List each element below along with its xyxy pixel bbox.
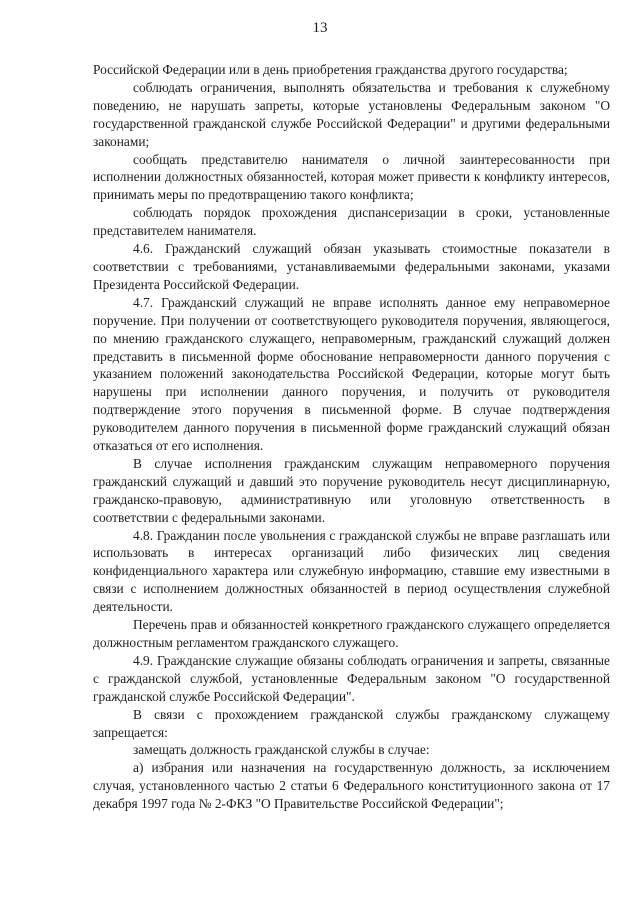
paragraph: 4.9. Гражданские служащие обязаны соблюдать ограничения и запреты, связанные с гражданской службой, установленные Федеральным законом "О государственной гражданской службе Российской Федерации". — [93, 652, 610, 704]
document-body — [93, 61, 610, 813]
paragraph: Российской Федерации или в день приобретения гражданства другого государства; — [93, 62, 568, 77]
paragraph: замещать должность гражданской службы в случае: — [133, 742, 430, 758]
paragraph: соблюдать порядок прохождения диспансеризации в сроки, установленные представителем нанимателя. — [93, 205, 610, 239]
paragraph: а) избрания или назначения на государственную должность, за исключением случая, установленного частью 2 статьи 6 Федерального конституционного закона от 17 декабря 1997 года № 2-ФКЗ "О Правительстве Российской Федерации"; — [93, 760, 610, 812]
paragraph: 4.7. Гражданский служащий не вправе исполнять данное ему неправомерное поручение. При получении от соответствующего руководителя поручения, являющегося, по мнению гражданского служащего, неправомерным, гражданский служащий должен представить в письменной форме обоснование неправомерности данного поручения с указанием положений законодательства Российской Федерации, которые могут быть нарушены при исполнении данного поручения, и получить от руководителя подтверждение этого поручения в письменной форме. В случае подтверждения руководителем данного поручения в письменной форме гражданский служащий обязан отказаться от его исполнения. — [93, 294, 610, 454]
paragraph: соблюдать ограничения, выполнять обязательства и требования к служебному поведению, не нарушать запреты, которые установлены Федеральным законом "О государственной гражданской службе Российской Федерации" и другими федеральными законами; — [93, 79, 610, 149]
page-number: 13 — [312, 20, 328, 36]
paragraph: 4.8. Гражданин после увольнения с гражданской службы не вправе разглашать или использовать в интересах организаций либо физических лиц сведения конфиденциального характера или служебную информацию, ставшие ему известными в связи с исполнением должностных обязанностей в период осуществления служебной деятельности. — [93, 527, 610, 615]
paragraph: В связи с прохождением гражданской службы гражданскому служащему запрещается: — [93, 706, 610, 740]
paragraph: 4.6. Гражданский служащий обязан указывать стоимостные показатели в соответствии с требованиями, устанавливаемыми федеральными законами, указами Президента Российской Федерации. — [93, 241, 610, 292]
paragraph: Перечень прав и обязанностей конкретного гражданского служащего определяется должностным регламентом гражданского служащего. — [93, 617, 610, 650]
paragraph: В случае исполнения гражданским служащим неправомерного поручения гражданский служащий и давший это поручение руководитель несут дисциплинарную, гражданско-правовую, административную или уголовную ответственность в соответствии с федеральными законами. — [93, 455, 610, 525]
paragraph: сообщать представителю нанимателя о личной заинтересованности при исполнении должностных обязанностей, которая может привести к конфликту интересов, принимать меры по предотвращению такого конфликта; — [93, 151, 610, 203]
